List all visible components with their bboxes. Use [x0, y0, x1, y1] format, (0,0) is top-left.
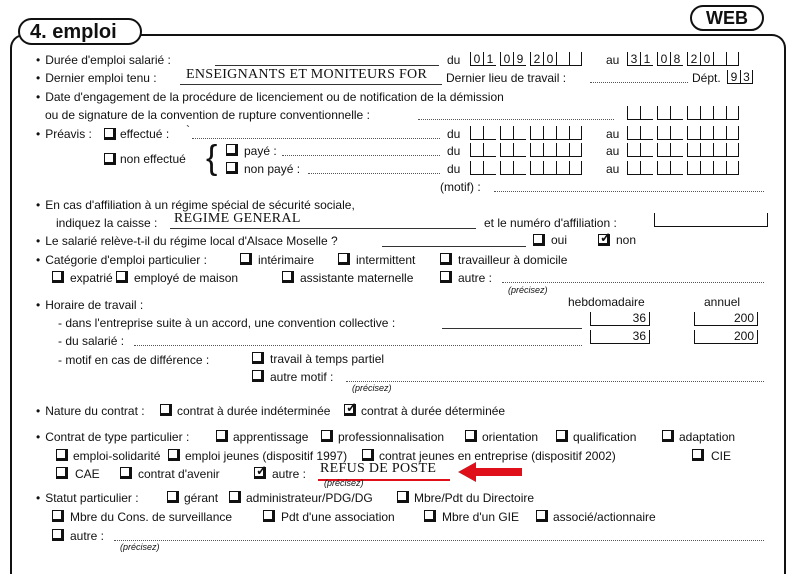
date-engagement-label: • Date d'engagement de la procédure de licenciement ou de notification de la démission [36, 90, 504, 104]
cae-checkbox[interactable] [56, 467, 68, 479]
date-digit: 0 [470, 52, 483, 66]
dept-label: Dépt. [692, 71, 721, 85]
date-digit: 2 [530, 52, 543, 66]
dernier-emploi-value[interactable]: ENSEIGNANTS ET MONITEURS FOR [186, 67, 428, 82]
du-label: du [447, 162, 461, 176]
gerant-checkbox[interactable] [167, 491, 179, 503]
employe-maison-checkbox[interactable] [116, 271, 128, 283]
horaire-label: • Horaire de travail : [36, 298, 143, 312]
cie-label: CIE [711, 449, 732, 463]
web-badge: WEB [690, 5, 764, 31]
date-digit [713, 52, 726, 66]
professionnalisation-checkbox[interactable] [321, 430, 333, 442]
emploi-solidarite-label: emploi-solidarité [73, 449, 161, 463]
hebdomadaire-header: hebdomadaire [568, 295, 645, 309]
mbre-surveillance-label: Mbre du Cons. de surveillance [70, 510, 233, 524]
non-effectue-checkbox[interactable] [104, 153, 116, 165]
emploi-jeunes-checkbox[interactable] [168, 449, 180, 461]
duree-line [215, 65, 439, 66]
autre-motif-label: autre motif : [270, 370, 334, 384]
pdt-association-label: Pdt d'une association [281, 510, 395, 524]
date-digit: 3 [627, 52, 640, 66]
date-engagement-boxes[interactable] [627, 106, 739, 120]
au-label: au [606, 53, 620, 67]
au-label: au [606, 144, 620, 158]
lieu-dots[interactable] [590, 82, 688, 83]
associe-checkbox[interactable] [536, 510, 548, 522]
statut-autre-label: autre : [70, 529, 105, 543]
affiliation-label: • En cas d'affiliation à un régime spécial de sécurité sociale, [36, 198, 355, 212]
check-icon: ✓ [256, 463, 267, 478]
professionnalisation-label: professionnalisation [338, 430, 445, 444]
preavis-label: • Préavis : [36, 127, 92, 141]
paye-au-boxes[interactable] [627, 143, 739, 157]
annuel-header: annuel [704, 295, 741, 309]
administrateur-checkbox[interactable] [229, 491, 241, 503]
alsace-line [382, 246, 526, 247]
type-autre-value[interactable]: REFUS DE POSTE [320, 461, 437, 476]
apprentissage-checkbox[interactable] [216, 430, 228, 442]
cae-label: CAE [75, 467, 100, 481]
mbre-gie-label: Mbre d'un GIE [442, 510, 519, 524]
date-digit [726, 52, 739, 66]
type-precisez: (précisez) [324, 478, 364, 488]
mbre-gie-checkbox[interactable] [424, 510, 436, 522]
assistante-label: assistante maternelle [300, 271, 414, 285]
qualification-checkbox[interactable] [556, 430, 568, 442]
date-digit: 1 [483, 52, 496, 66]
expatrie-label: expatrié [70, 271, 113, 285]
non-checkbox[interactable] [598, 230, 611, 246]
emploi-jeunes-label: emploi jeunes (dispositif 1997) [185, 449, 348, 463]
paye-label: payé : [244, 144, 277, 158]
du-label: du [447, 127, 461, 141]
salarie-label: - du salarié : [58, 334, 125, 348]
date-digit: 9 [513, 52, 526, 66]
au-label: au [606, 127, 620, 141]
nature-label: • Nature du contrat : [36, 404, 145, 418]
type-autre-checkbox[interactable] [254, 463, 267, 479]
expatrie-checkbox[interactable] [52, 271, 64, 283]
type-autre-label: autre : [272, 467, 307, 481]
orientation-label: orientation [482, 430, 539, 444]
qualification-label: qualification [573, 430, 637, 444]
caisse-value[interactable]: REGIME GENERAL [174, 211, 301, 226]
check-icon: ✓ [600, 230, 611, 245]
dept-digit: 3 [740, 70, 753, 84]
non-paye-dots [308, 173, 440, 174]
mbre-surveillance-checkbox[interactable] [52, 510, 64, 522]
caisse-label: indiquez la caisse : [56, 216, 158, 230]
preavis-au-boxes[interactable] [627, 126, 739, 140]
numero-affiliation-label: et le numéro d'affiliation : [484, 216, 617, 230]
du-label: du [447, 144, 461, 158]
paye-du-boxes[interactable] [470, 143, 582, 157]
engagement-dots [418, 119, 614, 120]
numero-affiliation-box[interactable] [654, 213, 768, 227]
red-arrow-icon [458, 461, 524, 483]
effectue-checkbox[interactable] [104, 128, 116, 140]
categorie-label: • Catégorie d'emploi particulier : [36, 253, 207, 267]
caisse-line [170, 228, 476, 229]
preavis-du-boxes[interactable] [470, 126, 582, 140]
orientation-checkbox[interactable] [465, 430, 477, 442]
categorie-autre-label: autre : [458, 271, 493, 285]
contrat-jeunes-checkbox[interactable] [362, 449, 374, 461]
statut-autre-checkbox[interactable] [52, 529, 64, 541]
duree-emploi-label: • Durée d'emploi salarié : [36, 53, 171, 67]
assistante-checkbox[interactable] [282, 271, 294, 283]
au-label: au [606, 162, 620, 176]
du-label: du [447, 53, 461, 67]
autre-motif-dots[interactable] [346, 381, 764, 382]
check-icon: ✓ [346, 400, 357, 415]
apprentissage-label: apprentissage [233, 430, 309, 444]
cdd-label: contrat à durée déterminée [361, 404, 506, 418]
interimaire-label: intérimaire [258, 253, 315, 267]
non-paye-label: non payé : [244, 162, 301, 176]
section-title: 4. emploi [18, 18, 142, 45]
emploi-solidarite-checkbox[interactable] [56, 449, 68, 461]
date-engagement-label2: ou de signature de la convention de rupture conventionnelle : [45, 108, 370, 122]
cdi-checkbox[interactable] [160, 404, 172, 416]
travailleur-checkbox[interactable] [440, 253, 452, 265]
travailleur-label: travailleur à domicile [458, 253, 568, 267]
cie-checkbox[interactable] [692, 449, 704, 461]
autre-motif-checkbox[interactable] [252, 370, 264, 382]
categorie-precisez: (précisez) [508, 285, 548, 295]
oui-label: oui [551, 233, 568, 247]
date-digit [556, 52, 569, 66]
salarie-annuel-box[interactable]: 200 [694, 330, 758, 344]
administrateur-label: administrateur/PDG/DG [246, 491, 373, 505]
dernier-emploi-label: • Dernier emploi tenu : [36, 71, 157, 85]
adaptation-checkbox[interactable] [662, 430, 674, 442]
contrat-avenir-checkbox[interactable] [120, 467, 132, 479]
date-digit [569, 52, 582, 66]
non-label: non [616, 233, 637, 247]
accord-label: - dans l'entreprise suite à un accord, une convention collective : [58, 316, 396, 330]
accord-hebdo-box[interactable]: 36 [590, 312, 650, 326]
effectue-mark: ` [186, 123, 190, 137]
date-digit: 0 [543, 52, 556, 66]
intermittent-label: intermittent [356, 253, 416, 267]
contrat-jeunes-label: contrat jeunes en entreprise (dispositif 2002) [379, 449, 616, 463]
categorie-autre-checkbox[interactable] [440, 271, 452, 283]
temps-partiel-checkbox[interactable] [252, 352, 264, 364]
date-digit: 0 [700, 52, 713, 66]
associe-label: associé/actionnaire [553, 510, 656, 524]
interimaire-checkbox[interactable] [240, 253, 252, 265]
oui-checkbox[interactable] [533, 234, 545, 246]
mbre-directoire-checkbox[interactable] [397, 491, 409, 503]
effectue-label: effectué : [120, 127, 170, 141]
paye-checkbox[interactable] [226, 144, 238, 156]
pdt-association-checkbox[interactable] [263, 510, 275, 522]
non-paye-au-boxes[interactable] [627, 161, 739, 175]
type-particulier-label: • Contrat de type particulier : [36, 430, 189, 444]
salarie-dots [134, 345, 582, 346]
motif-label: (motif) : [440, 180, 481, 194]
horaire-precisez: (précisez) [352, 383, 392, 393]
adaptation-label: adaptation [679, 430, 736, 444]
cdd-checkbox[interactable] [344, 400, 357, 416]
accord-line [442, 328, 582, 329]
date-fin-boxes[interactable] [627, 52, 739, 66]
intermittent-checkbox[interactable] [338, 253, 350, 265]
date-digit: 1 [640, 52, 653, 66]
date-digit: 8 [670, 52, 683, 66]
motif-dots[interactable] [494, 191, 764, 192]
statut-label: • Statut particulier : [36, 491, 139, 505]
non-paye-du-boxes[interactable] [470, 161, 582, 175]
statut-precisez: (précisez) [120, 542, 160, 552]
salarie-hebdo-box[interactable]: 36 [590, 330, 650, 344]
date-digit: 0 [500, 52, 513, 66]
temps-partiel-label: travail à temps partiel [270, 352, 385, 366]
lieu-travail-label: Dernier lieu de travail : [446, 71, 567, 85]
non-effectue-label: non effectué [120, 152, 186, 166]
effectue-dots [192, 138, 440, 139]
paye-dots [282, 155, 440, 156]
dept-boxes[interactable] [727, 70, 753, 84]
emploi-line [180, 84, 442, 85]
date-digit: 0 [657, 52, 670, 66]
brace-icon: { [206, 139, 218, 177]
categorie-autre-dots[interactable] [502, 282, 764, 283]
contrat-avenir-label: contrat d'avenir [138, 467, 220, 481]
gerant-label: gérant [184, 491, 219, 505]
mbre-directoire-label: Mbre/Pdt du Directoire [414, 491, 535, 505]
employe-maison-label: employé de maison [134, 271, 239, 285]
motif-difference-label: - motif en cas de différence : [58, 353, 210, 367]
non-paye-checkbox[interactable] [226, 162, 238, 174]
dept-digit: 9 [727, 70, 740, 84]
accord-annuel-box[interactable]: 200 [694, 312, 758, 326]
date-digit: 2 [687, 52, 700, 66]
date-debut-boxes[interactable] [470, 52, 582, 66]
statut-autre-dots[interactable] [114, 540, 764, 541]
cdi-label: contrat à durée indéterminée [177, 404, 331, 418]
alsace-label: • Le salarié relève-t-il du régime local d'Alsace Moselle ? [36, 234, 338, 248]
